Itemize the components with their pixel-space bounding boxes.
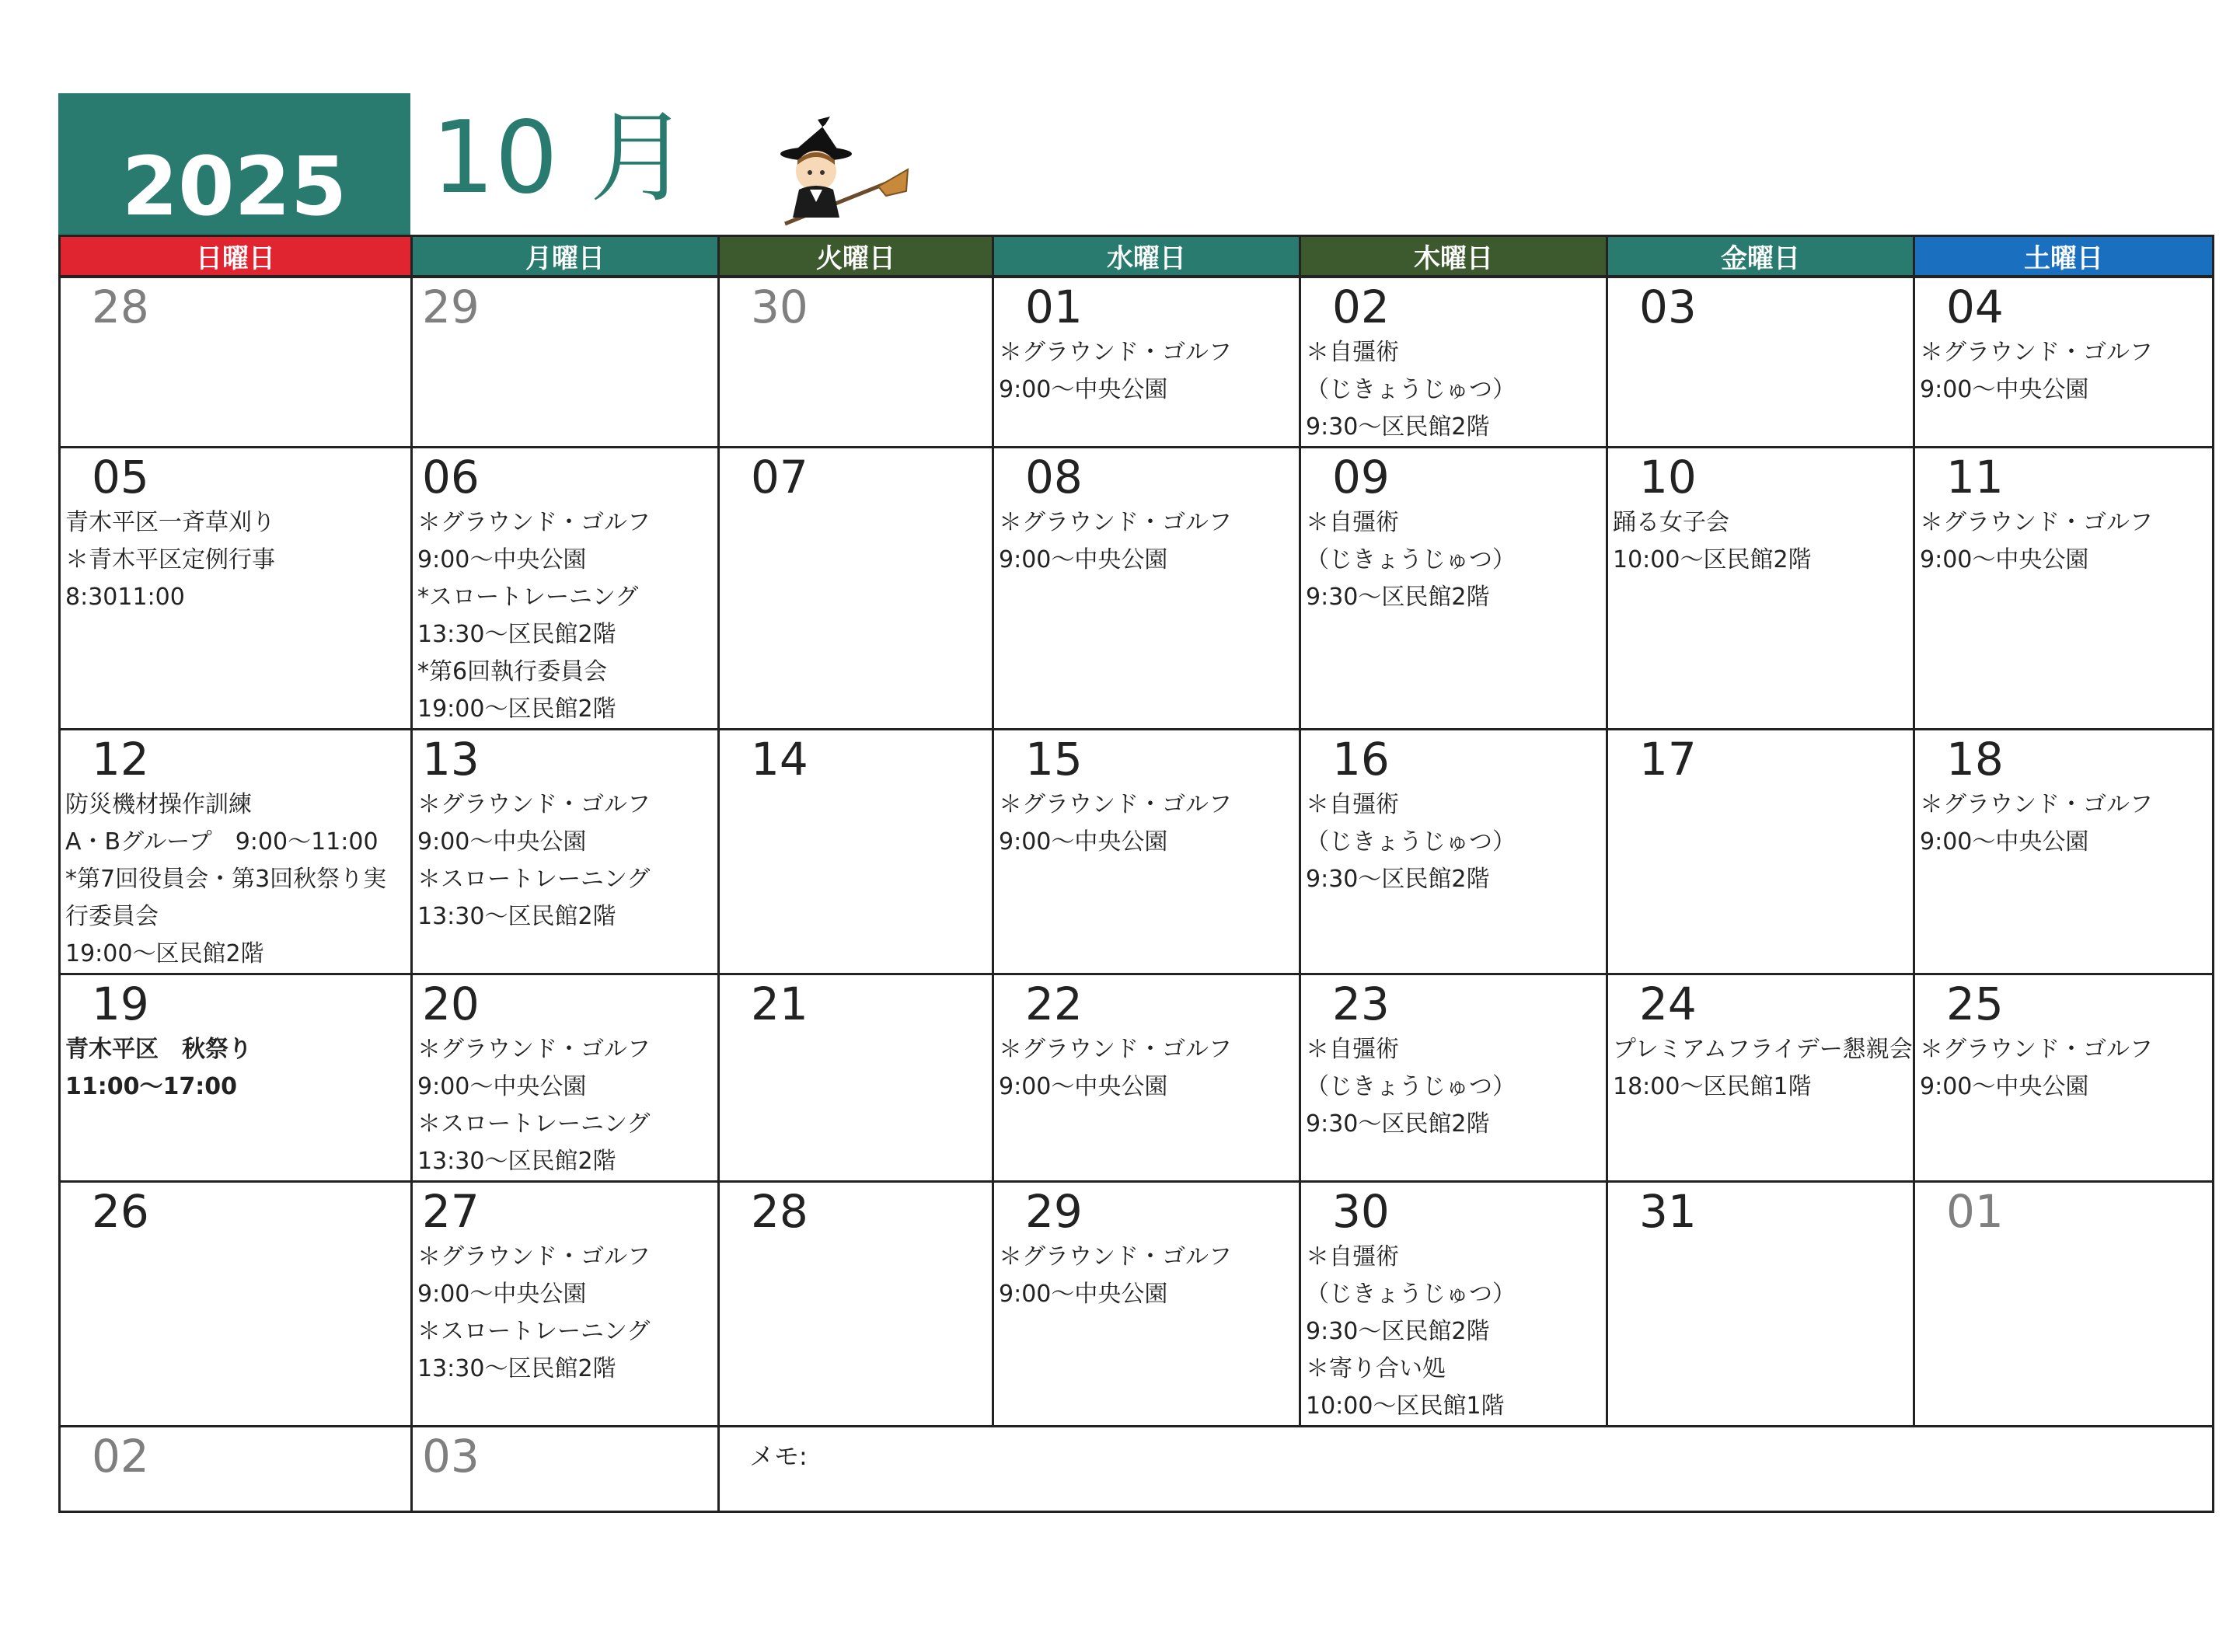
event-line: 9:00～中央公園: [999, 546, 1168, 573]
day-number: 24: [1639, 978, 1697, 1030]
day-number: 02: [92, 1430, 149, 1483]
day-number: 11: [1946, 451, 2004, 504]
event-list: [1608, 500, 1913, 579]
event-line: ＊自彊術: [1306, 509, 1399, 536]
day-number: 08: [1025, 451, 1083, 504]
event-line: プレミアムフライデー懇親会: [1613, 1036, 1913, 1063]
event-line: （じきょうじゅつ）: [1306, 546, 1516, 573]
event-line: A・Bグループ 9:00～11:00: [65, 828, 379, 856]
day-number: 02: [1332, 281, 1390, 333]
event-line: ＊自彊術: [1306, 1243, 1399, 1270]
event-line: ＊スロートレーニング: [417, 1318, 651, 1345]
day-cell[interactable]: [1607, 974, 1914, 1182]
event-line: （じきょうじゅつ）: [1306, 828, 1516, 856]
week-row: [60, 277, 2214, 448]
event-line: ＊グラウンド・ゴルフ: [417, 1036, 651, 1063]
event-line: 9:30～区民館2階: [1306, 866, 1490, 893]
day-number: 22: [1025, 978, 1083, 1030]
event-list: [1301, 500, 1606, 616]
day-number: 29: [1025, 1185, 1083, 1238]
day-number: 20: [422, 978, 480, 1030]
day-cell[interactable]: [412, 730, 719, 974]
event-line: 防災機材操作訓練: [65, 791, 252, 818]
event-list: [1608, 1026, 1913, 1106]
memo-label: メモ:: [749, 1441, 808, 1471]
event-line: 9:00～中央公園: [417, 1073, 587, 1100]
event-line: 9:00～中央公園: [417, 546, 587, 573]
event-line: ＊グラウンド・ゴルフ: [999, 791, 1232, 818]
event-list: [994, 782, 1299, 861]
event-line: 13:30～区民館2階: [417, 621, 616, 648]
day-cell[interactable]: [1914, 448, 2214, 730]
event-line: ＊グラウンド・ゴルフ: [417, 791, 651, 818]
event-line: 9:00～中央公園: [1920, 376, 2089, 403]
event-list: [1915, 329, 2212, 409]
day-cell[interactable]: [719, 277, 993, 448]
event-list: [1915, 1026, 2212, 1106]
event-line: ＊グラウンド・ゴルフ: [999, 1036, 1232, 1063]
event-list: [994, 500, 1299, 579]
day-cell[interactable]: [60, 1182, 412, 1427]
day-cell[interactable]: [993, 448, 1300, 730]
day-number: 26: [92, 1185, 149, 1238]
day-number: 03: [422, 1430, 480, 1483]
weekday-friday: 金曜日: [1607, 236, 1914, 277]
month-title: 10 月: [431, 100, 689, 216]
day-cell[interactable]: [1914, 1182, 2214, 1427]
event-list: [61, 500, 410, 616]
event-line: 9:00～中央公園: [1920, 828, 2089, 856]
day-cell[interactable]: [1607, 730, 1914, 974]
event-list: [994, 1234, 1299, 1313]
year-label: 2025: [121, 139, 347, 234]
event-line: ＊スロートレーニング: [417, 866, 651, 893]
day-number: 16: [1332, 733, 1390, 786]
day-cell[interactable]: [1300, 974, 1607, 1182]
event-list: [1915, 782, 2212, 861]
event-line: 13:30～区民館2階: [417, 1355, 616, 1382]
event-line: *第7回役員会・第3回秋祭り実: [65, 866, 387, 893]
event-line: 13:30～区民館2階: [417, 903, 616, 930]
event-line: ＊自彊術: [1306, 791, 1399, 818]
event-list: [1301, 1026, 1606, 1143]
event-line: 8:3011:00: [65, 584, 185, 611]
day-number: 07: [751, 451, 808, 504]
event-line: 9:30～区民館2階: [1306, 584, 1490, 611]
event-line: ＊自彊術: [1306, 339, 1399, 366]
event-line: 9:00～中央公園: [1920, 546, 2089, 573]
event-line: 青木平区一斉草刈り: [65, 509, 275, 536]
event-line: 青木平区 秋祭り: [65, 1036, 252, 1063]
day-number: 28: [751, 1185, 808, 1238]
day-cell[interactable]: [1914, 974, 2214, 1182]
event-line: ＊スロートレーニング: [417, 1110, 651, 1138]
day-cell[interactable]: [1914, 277, 2214, 448]
year-banner: [58, 93, 410, 235]
day-cell[interactable]: [412, 277, 719, 448]
event-line: （じきょうじゅつ）: [1306, 376, 1516, 403]
day-cell[interactable]: [412, 1182, 719, 1427]
day-cell[interactable]: [719, 974, 993, 1182]
day-number: 06: [422, 451, 480, 504]
day-number: 25: [1946, 978, 2004, 1030]
day-cell[interactable]: [60, 448, 412, 730]
event-line: 9:00～中央公園: [999, 1073, 1168, 1100]
event-line: *第6回執行委員会: [417, 658, 608, 685]
calendar-grid: [58, 235, 2214, 1513]
day-cell: [412, 1427, 719, 1512]
day-cell[interactable]: [412, 448, 719, 730]
day-cell[interactable]: [993, 730, 1300, 974]
day-number: 21: [751, 978, 808, 1030]
day-number: 15: [1025, 733, 1083, 786]
day-cell[interactable]: [719, 448, 993, 730]
event-list: [1301, 329, 1606, 446]
last-row: [60, 1427, 2214, 1512]
event-list: [994, 1026, 1299, 1106]
day-number: 27: [422, 1185, 480, 1238]
day-cell[interactable]: [1300, 730, 1607, 974]
event-line: ＊グラウンド・ゴルフ: [999, 339, 1232, 366]
event-list: [61, 1026, 410, 1106]
weekday-thursday: 木曜日: [1300, 236, 1607, 277]
event-line: 11:00～17:00: [65, 1073, 237, 1100]
event-line: 9:00～中央公園: [999, 828, 1168, 856]
day-number: 10: [1639, 451, 1697, 504]
day-cell[interactable]: [719, 1182, 993, 1427]
day-number: 01: [1946, 1185, 2004, 1238]
day-cell[interactable]: [1300, 277, 1607, 448]
event-line: ＊グラウンド・ゴルフ: [1920, 1036, 2153, 1063]
day-number: 03: [1639, 281, 1697, 333]
event-list: [413, 782, 717, 936]
weekday-sunday: 日曜日: [60, 236, 412, 277]
day-cell[interactable]: [60, 277, 412, 448]
memo-area[interactable]: [719, 1427, 2214, 1512]
day-cell: [60, 1427, 412, 1512]
day-cell[interactable]: [993, 277, 1300, 448]
day-cell[interactable]: [412, 974, 719, 1182]
event-line: 踊る女子会: [1613, 509, 1729, 536]
event-list: [1301, 782, 1606, 898]
day-number: 14: [751, 733, 808, 786]
event-line: ＊寄り合い処: [1306, 1355, 1446, 1382]
event-line: 9:00～中央公園: [1920, 1073, 2089, 1100]
day-cell[interactable]: [1914, 730, 2214, 974]
day-number: 05: [92, 451, 149, 504]
event-line: ＊自彊術: [1306, 1036, 1399, 1063]
event-line: 9:00～中央公園: [999, 1281, 1168, 1308]
day-number: 17: [1639, 733, 1697, 786]
event-list: [413, 1234, 717, 1388]
event-line: （じきょうじゅつ）: [1306, 1281, 1516, 1308]
event-line: 18:00～区民館1階: [1613, 1073, 1812, 1100]
week-row: [60, 448, 2214, 730]
event-line: ＊グラウンド・ゴルフ: [417, 509, 651, 536]
day-cell[interactable]: [993, 1182, 1300, 1427]
day-number: 18: [1946, 733, 2004, 786]
day-number: 01: [1025, 281, 1083, 333]
day-number: 13: [422, 733, 480, 786]
event-line: ＊グラウンド・ゴルフ: [1920, 509, 2153, 536]
event-line: 行委員会: [65, 903, 159, 930]
event-line: ＊グラウンド・ゴルフ: [417, 1243, 651, 1270]
event-list: [413, 1026, 717, 1180]
day-number: 29: [422, 281, 480, 333]
event-line: ＊グラウンド・ゴルフ: [999, 1243, 1232, 1270]
event-line: ＊グラウンド・ゴルフ: [1920, 791, 2153, 818]
week-row: [60, 730, 2214, 974]
day-number: 19: [92, 978, 149, 1030]
event-line: 9:30～区民館2階: [1306, 413, 1490, 441]
event-line: （じきょうじゅつ）: [1306, 1073, 1516, 1100]
day-number: 30: [751, 281, 808, 333]
day-cell[interactable]: [1607, 1182, 1914, 1427]
day-number: 04: [1946, 281, 2004, 333]
event-list: [994, 329, 1299, 409]
event-line: *スロートレーニング: [417, 584, 639, 611]
event-list: [413, 500, 717, 728]
day-cell[interactable]: [60, 730, 412, 974]
event-line: 19:00～区民館2階: [65, 940, 264, 967]
event-line: ＊グラウンド・ゴルフ: [1920, 339, 2153, 366]
witch-on-broom-icon: [769, 115, 909, 232]
event-list: [61, 782, 410, 973]
weekday-header-row: [60, 236, 2214, 277]
event-line: 9:00～中央公園: [417, 1281, 587, 1308]
day-cell[interactable]: [719, 730, 993, 974]
weekday-tuesday: 火曜日: [719, 236, 993, 277]
weekday-monday: 月曜日: [412, 236, 719, 277]
week-row: [60, 1182, 2214, 1427]
event-line: 10:00～区民館1階: [1306, 1392, 1505, 1420]
event-list: [1915, 500, 2212, 579]
week-row: [60, 974, 2214, 1182]
day-number: 12: [92, 733, 149, 786]
day-cell[interactable]: [1300, 448, 1607, 730]
day-number: 28: [92, 281, 149, 333]
day-cell[interactable]: [1607, 277, 1914, 448]
event-line: ＊グラウンド・ゴルフ: [999, 509, 1232, 536]
day-number: 31: [1639, 1185, 1697, 1238]
day-number: 23: [1332, 978, 1390, 1030]
weekday-saturday: 土曜日: [1914, 236, 2214, 277]
day-cell[interactable]: [993, 974, 1300, 1182]
event-line: 9:30～区民館2階: [1306, 1110, 1490, 1138]
day-number: 09: [1332, 451, 1390, 504]
event-list: [1301, 1234, 1606, 1425]
event-line: 9:00～中央公園: [417, 828, 587, 856]
day-cell[interactable]: [60, 974, 412, 1182]
event-line: 9:00～中央公園: [999, 376, 1168, 403]
day-cell[interactable]: [1607, 448, 1914, 730]
weekday-wednesday: 水曜日: [993, 236, 1300, 277]
event-line: 19:00～区民館2階: [417, 695, 616, 723]
event-line: ＊青木平区定例行事: [65, 546, 275, 573]
event-line: 10:00～区民館2階: [1613, 546, 1812, 573]
day-cell[interactable]: [1300, 1182, 1607, 1427]
day-number: 30: [1332, 1185, 1390, 1238]
event-line: 13:30～区民館2階: [417, 1148, 616, 1175]
event-line: 9:30～区民館2階: [1306, 1318, 1490, 1345]
